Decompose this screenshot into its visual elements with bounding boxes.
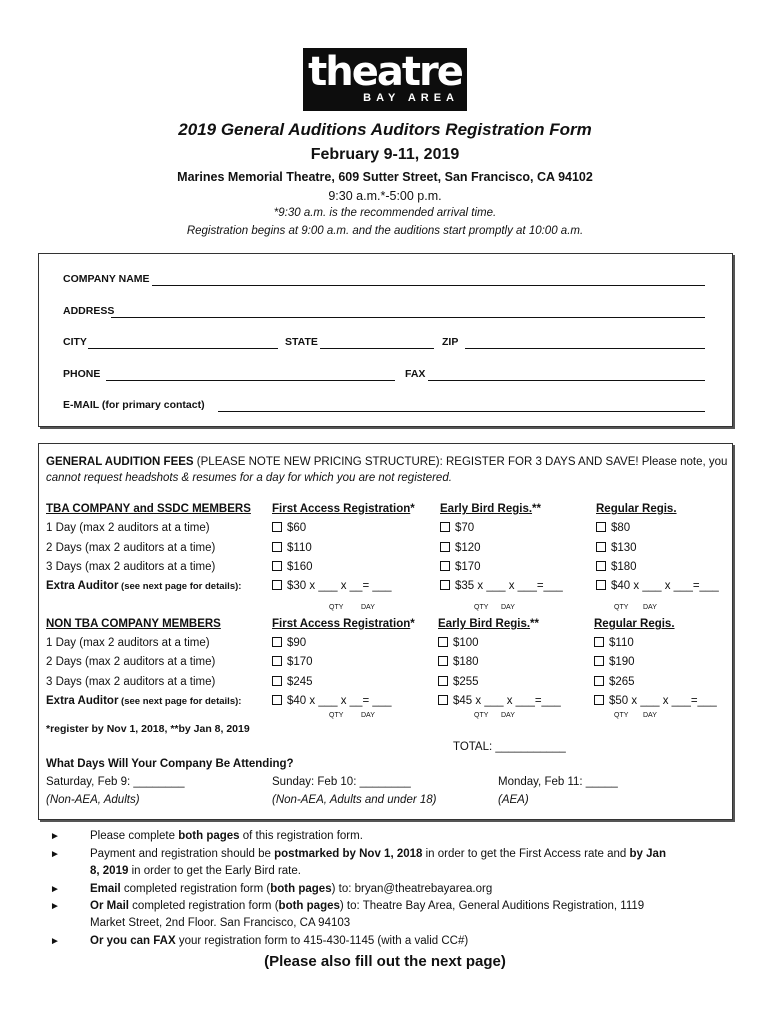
instruction-email bbox=[90, 883, 492, 895]
day-label: DAY bbox=[501, 604, 515, 611]
checkbox[interactable] bbox=[438, 637, 448, 647]
registration-deadlines-footnote: *register by Nov 1, 2018, **by Jan 8, 2019 bbox=[46, 723, 250, 735]
col-early-bird-label: Early Bird Regis. bbox=[438, 618, 531, 630]
tba-early-1day[interactable] bbox=[440, 522, 474, 534]
fax-label: FAX bbox=[405, 368, 426, 380]
registration-note: Registration begins at 9:00 a.m. and the auditions start promptly at 10:00 a.m. bbox=[186, 225, 584, 237]
fees-heading: GENERAL AUDITION FEES bbox=[46, 456, 194, 468]
phone-field[interactable] bbox=[106, 380, 395, 381]
extra-auditor-detail: (see next page for details): bbox=[118, 696, 242, 707]
day-label: DAY bbox=[361, 712, 375, 719]
non-regular-3days[interactable] bbox=[594, 676, 635, 688]
checkbox[interactable] bbox=[594, 637, 604, 647]
text: in order to get the First Access rate and bbox=[422, 848, 630, 860]
text-bold: by Jan bbox=[629, 848, 666, 860]
city-field[interactable] bbox=[88, 348, 278, 349]
qty-label: QTY bbox=[614, 712, 629, 719]
qty-label: QTY bbox=[329, 712, 344, 719]
day-label: DAY bbox=[361, 604, 375, 611]
non-first-2days[interactable] bbox=[272, 656, 313, 668]
price: $35 x ___ x ___=___ bbox=[455, 580, 563, 592]
city-label: CITY bbox=[63, 336, 87, 348]
tba-regular-1day[interactable] bbox=[596, 522, 630, 534]
instruction-payment-line1 bbox=[90, 848, 666, 860]
day-label: DAY bbox=[501, 712, 515, 719]
price: $40 x ___ x __= ___ bbox=[287, 695, 392, 707]
day-label: DAY bbox=[643, 604, 657, 611]
closing-note: (Please also fill out the next page) bbox=[264, 953, 506, 970]
price: $255 bbox=[453, 676, 479, 688]
checkbox[interactable] bbox=[594, 676, 604, 686]
bullet-arrow-icon: ► bbox=[50, 884, 60, 895]
event-dates: February 9-11, 2019 bbox=[310, 146, 460, 163]
price: $100 bbox=[453, 637, 479, 649]
company-name-field[interactable] bbox=[152, 285, 705, 286]
sunday-note: (Non-AEA, Adults and under 18) bbox=[272, 794, 437, 806]
row-3-days: 3 Days (max 2 auditors at a time) bbox=[46, 676, 216, 688]
row-1-day: 1 Day (max 2 auditors at a time) bbox=[46, 522, 210, 534]
col-early-bird-label: Early Bird Regis. bbox=[440, 503, 533, 515]
checkbox[interactable] bbox=[272, 676, 282, 686]
form-title: 2019 General Auditions Auditors Registration Form bbox=[178, 120, 592, 139]
text: your registration form to 415-430-1145 (with a valid CC#) bbox=[175, 935, 469, 947]
checkbox[interactable] bbox=[438, 695, 448, 705]
text-bold: Or Mail bbox=[90, 900, 129, 912]
non-extra-first[interactable] bbox=[272, 695, 392, 707]
venue-address: Marines Memorial Theatre, 609 Sutter Street, San Francisco, CA 94102 bbox=[177, 170, 593, 184]
logo-wordmark: theatre bbox=[308, 49, 462, 95]
tba-first-2days[interactable] bbox=[272, 542, 312, 554]
non-early-1day[interactable] bbox=[438, 637, 479, 649]
price: $90 bbox=[287, 637, 307, 649]
price: $50 x ___ x ___=___ bbox=[609, 695, 717, 707]
tba-regular-2days[interactable] bbox=[596, 542, 637, 554]
event-time: 9:30 a.m.*-5:00 p.m. bbox=[328, 189, 442, 203]
checkbox[interactable] bbox=[594, 656, 604, 666]
non-extra-early[interactable] bbox=[438, 695, 561, 707]
checkbox[interactable] bbox=[272, 637, 282, 647]
tba-first-1day[interactable] bbox=[272, 522, 306, 534]
tba-early-2days[interactable] bbox=[440, 542, 481, 554]
arrival-note: *9:30 a.m. is the recommended arrival time. bbox=[273, 207, 497, 219]
text: completed registration form ( bbox=[128, 900, 279, 912]
non-early-2days[interactable] bbox=[438, 656, 479, 668]
star: ** bbox=[530, 618, 539, 630]
checkbox[interactable] bbox=[440, 522, 450, 532]
row-1-day: 1 Day (max 2 auditors at a time) bbox=[46, 637, 210, 649]
price: $80 bbox=[611, 522, 631, 534]
row-3-days: 3 Days (max 2 auditors at a time) bbox=[46, 561, 216, 573]
non-extra-regular[interactable] bbox=[594, 695, 717, 707]
text-bold: both pages bbox=[270, 883, 332, 895]
text: Payment and registration should be bbox=[90, 848, 275, 860]
col-early-bird-tba bbox=[440, 503, 541, 515]
tba-early-3days[interactable] bbox=[440, 561, 481, 573]
row-2-days: 2 Days (max 2 auditors at a time) bbox=[46, 542, 216, 554]
bullet-arrow-icon: ► bbox=[50, 901, 60, 912]
instruction-mail-line2: Market Street, 2nd Floor. San Francisco, CA 94103 bbox=[90, 917, 351, 929]
text-bold: 8, 2019 bbox=[90, 865, 129, 877]
col-first-access-label: First Access Registration bbox=[272, 503, 411, 515]
price: $70 bbox=[455, 522, 475, 534]
price: $180 bbox=[453, 656, 479, 668]
bullet-arrow-icon: ► bbox=[50, 831, 60, 842]
checkbox[interactable] bbox=[272, 522, 282, 532]
checkbox[interactable] bbox=[596, 542, 606, 552]
checkbox[interactable] bbox=[596, 522, 606, 532]
checkbox[interactable] bbox=[440, 561, 450, 571]
bullet-arrow-icon: ► bbox=[50, 936, 60, 947]
qty-label: QTY bbox=[474, 604, 489, 611]
text-bold: postmarked by Nov 1, 2018 bbox=[274, 848, 423, 860]
text: Please complete bbox=[90, 830, 179, 842]
price: $245 bbox=[287, 676, 313, 688]
price: $110 bbox=[609, 637, 634, 649]
address-label: ADDRESS bbox=[63, 305, 115, 317]
price: $170 bbox=[455, 561, 481, 573]
non-regular-1day[interactable] bbox=[594, 637, 634, 649]
tba-members-header: TBA COMPANY and SSDC MEMBERS bbox=[46, 503, 251, 515]
price: $45 x ___ x ___=___ bbox=[453, 695, 561, 707]
price: $110 bbox=[287, 542, 312, 554]
email-label: E-MAIL (for primary contact) bbox=[63, 399, 205, 411]
non-early-3days[interactable] bbox=[438, 676, 479, 688]
checkbox[interactable] bbox=[272, 561, 282, 571]
text: completed registration form ( bbox=[120, 883, 271, 895]
instruction-mail-line1 bbox=[90, 900, 644, 912]
non-first-3days[interactable] bbox=[272, 676, 313, 688]
price: $60 bbox=[287, 522, 307, 534]
qty-label: QTY bbox=[329, 604, 344, 611]
checkbox[interactable] bbox=[272, 656, 282, 666]
sunday-field[interactable]: Sunday: Feb 10: ________ bbox=[272, 776, 411, 788]
col-regular-non: Regular Regis. bbox=[594, 618, 675, 630]
checkbox[interactable] bbox=[594, 695, 604, 705]
col-first-access-tba bbox=[272, 503, 415, 515]
tba-extra-first[interactable] bbox=[272, 580, 392, 592]
tba-regular-3days[interactable] bbox=[596, 561, 637, 573]
checkbox[interactable] bbox=[596, 580, 606, 590]
col-first-access-label: First Access Registration bbox=[272, 618, 411, 630]
day-label: DAY bbox=[643, 712, 657, 719]
price: $180 bbox=[611, 561, 637, 573]
instruction-fax bbox=[90, 935, 468, 947]
checkbox[interactable] bbox=[272, 542, 282, 552]
text-bold: Or you can FAX bbox=[90, 935, 176, 947]
fees-intro bbox=[46, 456, 727, 468]
price: $130 bbox=[611, 542, 637, 554]
qty-label: QTY bbox=[614, 604, 629, 611]
phone-label: PHONE bbox=[63, 368, 101, 380]
extra-auditor-bold: Extra Auditor bbox=[46, 695, 119, 707]
tba-extra-auditor-label bbox=[46, 580, 241, 592]
non-members-header: NON TBA COMPANY MEMBERS bbox=[46, 618, 221, 630]
extra-auditor-bold: Extra Auditor bbox=[46, 580, 119, 592]
tba-extra-early[interactable] bbox=[440, 580, 563, 592]
price: $265 bbox=[609, 676, 635, 688]
fax-field[interactable] bbox=[428, 380, 705, 381]
row-2-days: 2 Days (max 2 auditors at a time) bbox=[46, 656, 216, 668]
non-regular-2days[interactable] bbox=[594, 656, 635, 668]
text-bold: Email bbox=[90, 883, 121, 895]
checkbox[interactable] bbox=[438, 676, 448, 686]
text-bold: both pages bbox=[278, 900, 340, 912]
saturday-note: (Non-AEA, Adults) bbox=[46, 794, 140, 806]
fees-intro-text: (PLEASE NOTE NEW PRICING STRUCTURE): REGISTER FOR 3 DAYS AND SAVE! Please note, you bbox=[193, 456, 728, 468]
text: ) to: Theatre Bay Area, General Auditions Registration, 1119 bbox=[339, 900, 645, 912]
text: in order to get the Early Bird rate. bbox=[128, 865, 301, 877]
address-field[interactable] bbox=[111, 317, 705, 318]
text: ) to: bryan@theatrebayarea.org bbox=[331, 883, 493, 895]
monday-field[interactable]: Monday, Feb 11: _____ bbox=[498, 776, 618, 788]
zip-label: ZIP bbox=[442, 336, 459, 348]
price: $30 x ___ x __= ___ bbox=[287, 580, 392, 592]
col-early-bird-non bbox=[438, 618, 539, 630]
tba-extra-regular[interactable] bbox=[596, 580, 719, 592]
checkbox[interactable] bbox=[272, 580, 282, 590]
state-label: STATE bbox=[285, 336, 318, 348]
non-first-1day[interactable] bbox=[272, 637, 306, 649]
state-field[interactable] bbox=[320, 348, 434, 349]
checkbox[interactable] bbox=[596, 561, 606, 571]
zip-field[interactable] bbox=[465, 348, 705, 349]
logo-subtitle: BAY AREA bbox=[363, 92, 459, 104]
attendance-days-question: What Days Will Your Company Be Attending? bbox=[46, 758, 294, 770]
company-name-label: COMPANY NAME bbox=[63, 273, 150, 285]
theatre-bay-area-logo bbox=[303, 48, 467, 111]
checkbox[interactable] bbox=[272, 695, 282, 705]
star: * bbox=[410, 503, 415, 515]
qty-label: QTY bbox=[474, 712, 489, 719]
col-first-access-non bbox=[272, 618, 415, 630]
instruction-both-pages bbox=[90, 830, 363, 842]
price: $190 bbox=[609, 656, 635, 668]
price: $120 bbox=[455, 542, 481, 554]
total-field[interactable]: TOTAL: ___________ bbox=[453, 741, 566, 753]
tba-first-3days[interactable] bbox=[272, 561, 313, 573]
col-regular-tba: Regular Regis. bbox=[596, 503, 677, 515]
bullet-arrow-icon: ► bbox=[50, 849, 60, 860]
extra-auditor-detail: (see next page for details): bbox=[118, 581, 242, 592]
text-bold: both pages bbox=[178, 830, 240, 842]
checkbox[interactable] bbox=[438, 656, 448, 666]
price: $40 x ___ x ___=___ bbox=[611, 580, 719, 592]
saturday-field[interactable]: Saturday, Feb 9: ________ bbox=[46, 776, 185, 788]
non-extra-auditor-label bbox=[46, 695, 241, 707]
email-field[interactable] bbox=[218, 411, 705, 412]
star: * bbox=[410, 618, 415, 630]
instruction-payment-line2 bbox=[90, 865, 301, 877]
checkbox[interactable] bbox=[440, 542, 450, 552]
checkbox[interactable] bbox=[440, 580, 450, 590]
star: ** bbox=[532, 503, 541, 515]
fees-intro-line2: cannot request headshots & resumes for a day for which you are not registered. bbox=[46, 472, 452, 484]
text: of this registration form. bbox=[239, 830, 363, 842]
price: $160 bbox=[287, 561, 313, 573]
price: $170 bbox=[287, 656, 313, 668]
monday-note: (AEA) bbox=[498, 794, 529, 806]
